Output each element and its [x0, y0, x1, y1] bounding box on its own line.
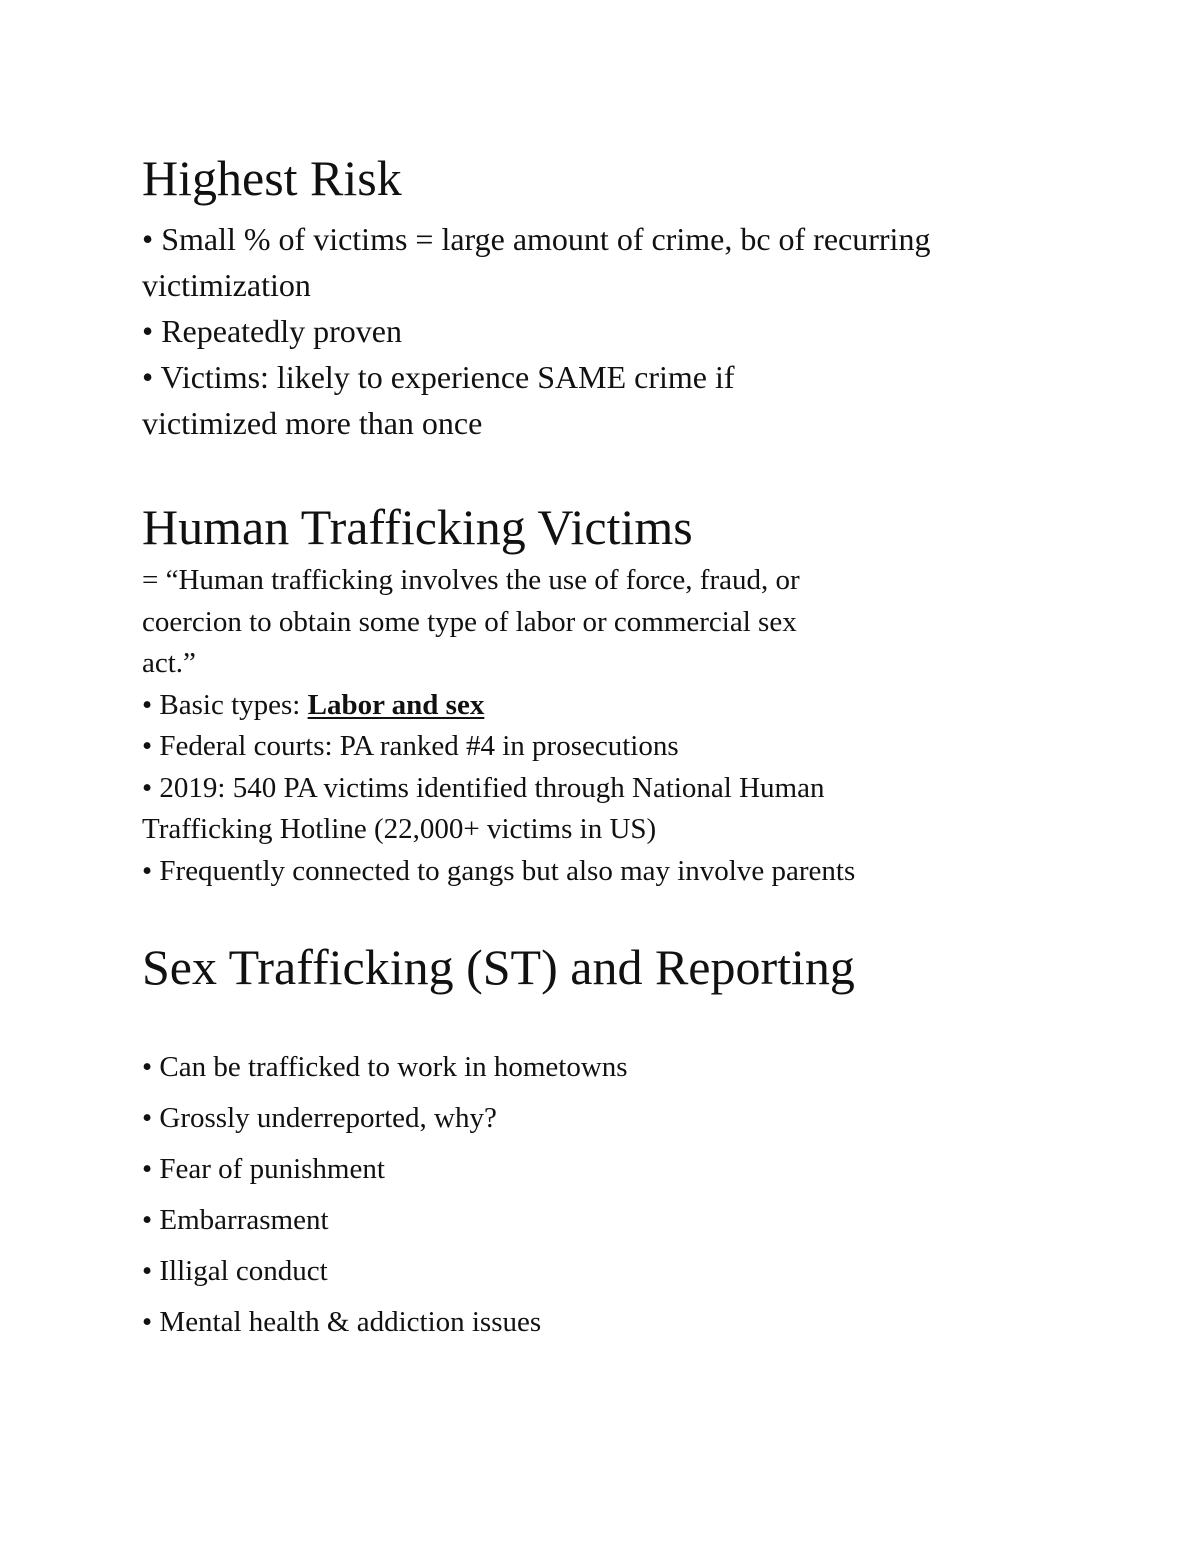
highest-risk-body — [142, 216, 930, 446]
list-item: • Grossly underreported, why? — [142, 1102, 497, 1134]
text-line: victimized more than once — [142, 405, 483, 441]
text-line: • Frequently connected to gangs but also may involve parents — [142, 854, 856, 887]
list-item: • Illigal conduct — [142, 1255, 328, 1287]
sex-trafficking-list — [142, 1042, 628, 1348]
text-line: • Federal courts: PA ranked #4 in prosecutions — [142, 730, 679, 762]
basic-types-line — [142, 685, 855, 727]
text-line: Trafficking Hotline (22,000+ victims in US) — [142, 813, 657, 845]
text-line: • 2019: 540 PA victims identified through National Human — [142, 771, 825, 804]
text-line: • Victims: likely to experience SAME crime if — [142, 359, 735, 395]
text-line: coercion to obtain some type of labor or commercial sex — [142, 605, 797, 638]
section-heading-sex-trafficking: Sex Trafficking (ST) and Reporting — [142, 939, 855, 995]
text-line: • Small % of victims = large amount of crime, bc of recurring — [142, 221, 931, 257]
section-heading-human-trafficking: Human Trafficking Victims — [142, 499, 693, 555]
list-item: • Fear of punishment — [142, 1153, 385, 1185]
human-trafficking-body — [142, 560, 855, 892]
text-line: victimization — [142, 267, 311, 303]
section-heading-highest-risk: Highest Risk — [142, 150, 402, 206]
list-item: • Can be trafficked to work in hometowns — [142, 1051, 628, 1083]
basic-types-value: Labor and sex — [307, 688, 485, 721]
text-line: act.” — [142, 647, 196, 679]
basic-types-label: • Basic types: — [142, 688, 308, 721]
list-item: • Mental health & addiction issues — [142, 1306, 542, 1338]
text-line: = “Human trafficking involves the use of force, fraud, or — [142, 564, 800, 596]
text-line: • Repeatedly proven — [142, 313, 402, 349]
list-item: • Embarrasment — [142, 1204, 329, 1236]
